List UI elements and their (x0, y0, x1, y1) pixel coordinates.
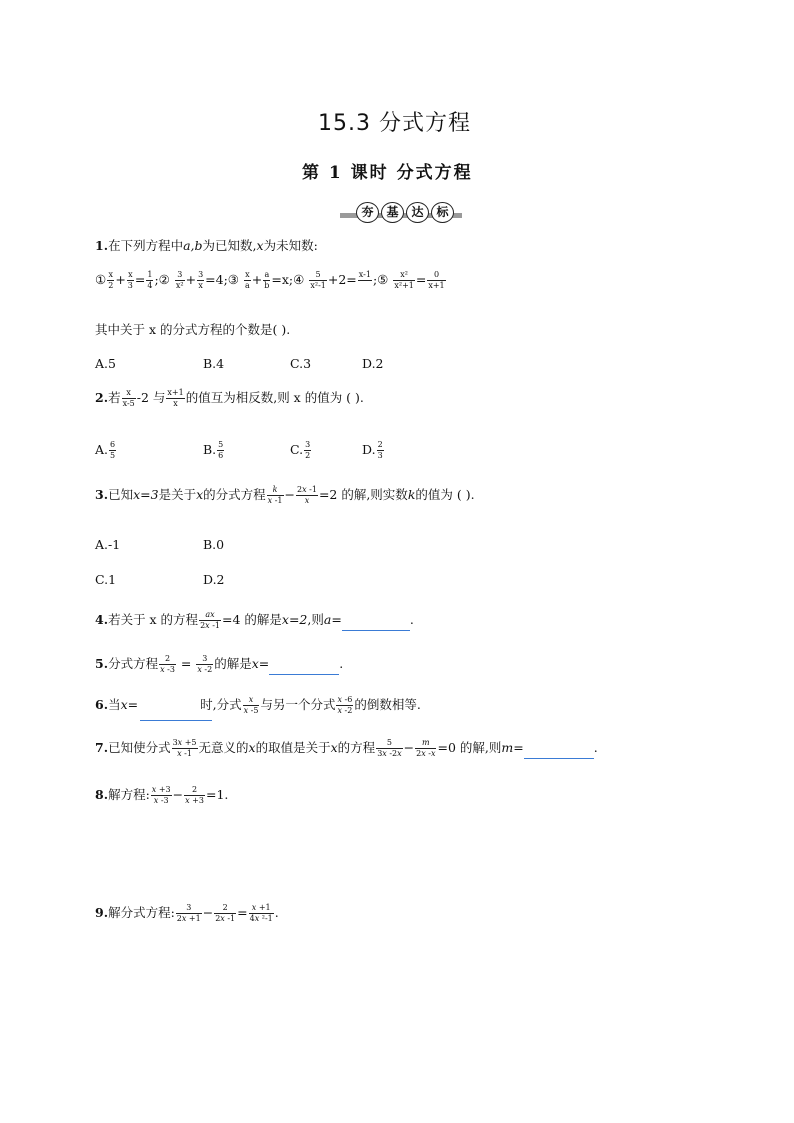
q1-choice-c[interactable]: C.3 (290, 356, 312, 371)
q3-choice-a[interactable]: A.-1 (95, 537, 121, 552)
page-title: 15.3 分式方程 (318, 111, 471, 136)
question-1-stem: 1.在下列方程中a,b为已知数,x为未知数: (95, 238, 318, 253)
question-5-stem: 5.分式方程 $\frac{2}{\text{𝑥 -3}}$ = $\frac{3}{\text{𝑥 -2}}$ 的解是x= . (95, 654, 344, 674)
q1-choice-a[interactable]: A.5 (95, 356, 116, 371)
q2-choice-c[interactable]: C. $\frac{3}{2}$ (290, 440, 311, 460)
q3-choice-c[interactable]: C.1 (95, 572, 117, 587)
question-6-stem: 6.当x= 时,分式 $\frac{\text{𝑥}}{\text{𝑥 -5}}$ 与另一个分式 $\frac{\text{𝑥 -6}}{\text{𝑥 -2}}$ 的倒数相等. (95, 695, 421, 715)
q2-choice-d[interactable]: D. $\frac{2}{3}$ (362, 440, 383, 460)
badge-char: 达 (406, 202, 429, 223)
question-2-stem: 2.若 $\frac{x}{x-5}$ -2 与 $\frac{x+1}{x}$ 的值互为相反数,则 x 的值为 ( ). (95, 388, 364, 408)
question-9-stem: 9.解分式方程: $\frac{3}{\text{2𝑥 +1}}$ − $\frac{2}{\text{2𝑥 -1}}$ = $\frac{\text{𝑥 +1}}{\text{4𝑥 ²-1}}$ . (95, 903, 279, 923)
badge-char: 标 (431, 202, 454, 223)
q1-choice-b[interactable]: B.4 (203, 356, 225, 371)
question-7-stem: 7.已知使分式 $\frac{\text{3𝑥 +5}}{\text{𝑥 -1}}$ 无意义的x的取值是关于x的方程 $\frac{5}{\text{3𝑥 -2𝑥}}$ − $\frac{\text{𝑚}}{\text{2𝑥 -𝑥}}$ =0 的解,则m= . (95, 738, 598, 758)
q5-answer-blank[interactable] (269, 660, 339, 675)
q2-choice-a[interactable]: A. $\frac{6}{5}$ (95, 440, 116, 460)
lesson-subtitle: 第 1 课时 分式方程 (302, 163, 473, 183)
question-1-prompt: 其中关于 x 的分式方程的个数是( ). (95, 322, 291, 337)
question-3-stem: 3.已知x=3是关于x的分式方程 $\frac{\text{𝑘}}{\text{𝑥 -1}}$ − $\frac{\text{2𝑥 -1}}{\text{𝑥}}$ =2 的解,则实数k的值为 ( ). (95, 485, 475, 505)
q3-choice-b[interactable]: B.0 (203, 537, 225, 552)
q3-choice-d[interactable]: D.2 (203, 572, 225, 587)
q7-answer-blank[interactable] (524, 744, 594, 759)
q6-answer-blank[interactable] (140, 706, 212, 721)
question-1-equations: ① $\frac{x}{2}$ + $\frac{x}{3}$ = $\frac{1}{4}$ ;② $\frac{3}{\text{x²}}$ + $\frac{3}{x}$ =4;③ $\frac{x}{a}$ + $\frac{a}{b}$ =x;④ $\frac{5}{\text{x²-1}}$ +2= x-1 ;⑤ $\frac{\text{x²}}{\text{x²+1}}$ = $\frac{0}{x+1}$ (95, 270, 445, 290)
section-badge (356, 202, 454, 223)
q1-choice-d[interactable]: D.2 (362, 356, 384, 371)
question-8-stem: 8.解方程: $\frac{\text{𝑥 +3}}{\text{𝑥 -3}}$ − $\frac{2}{\text{𝑥 +3}}$ =1. (95, 785, 229, 805)
badge-char: 夯 (356, 202, 379, 223)
question-4-stem: 4.若关于 x 的方程 $\frac{\text{𝑎𝑥}}{\text{2𝑥 -1}}$ =4 的解是x=2,则a= . (95, 610, 414, 630)
badge-char: 基 (381, 202, 404, 223)
q4-answer-blank[interactable] (342, 616, 410, 631)
q2-choice-b[interactable]: B. $\frac{5}{6}$ (203, 440, 224, 460)
